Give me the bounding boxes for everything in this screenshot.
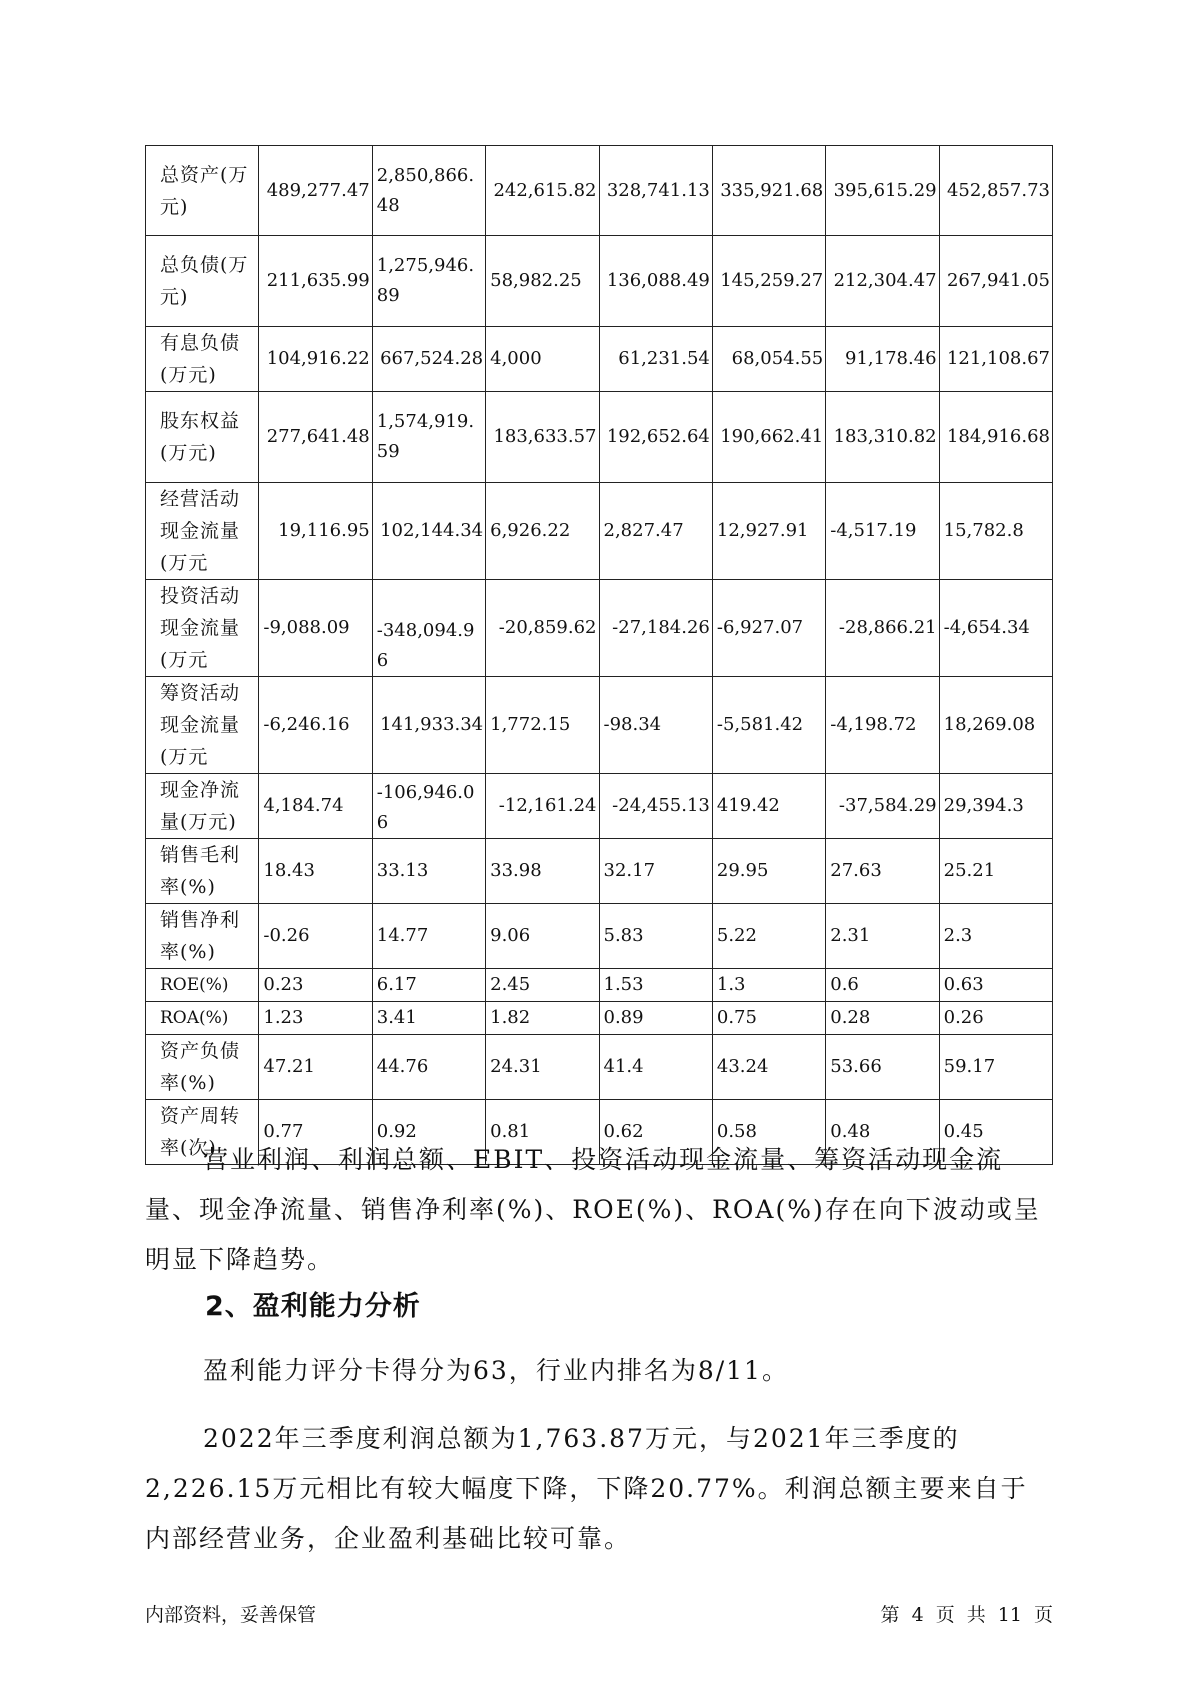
table-cell: 3.41	[372, 1002, 485, 1035]
table-cell: 0.48	[826, 1100, 939, 1165]
table-row	[146, 677, 1053, 774]
table-cell: 19,116.95	[259, 483, 372, 580]
table-cell: 6,926.22	[486, 483, 599, 580]
score-paragraph: 盈利能力评分卡得分为63，行业内排名为8/11。	[203, 1356, 789, 1385]
table-cell: 183,633.57	[486, 392, 599, 483]
table-cell: -6,246.16	[259, 677, 372, 774]
row-label: ROA(%)	[146, 1002, 259, 1035]
table-cell: 1,275,946.89	[372, 236, 485, 327]
table-cell: 211,635.99	[259, 236, 372, 327]
table-cell: 0.23	[259, 969, 372, 1002]
table-cell: 184,916.68	[939, 392, 1052, 483]
table-cell: -20,859.62	[486, 580, 599, 677]
table-cell: 1.23	[259, 1002, 372, 1035]
table-cell: 15,782.8	[939, 483, 1052, 580]
table-row	[146, 580, 1053, 677]
row-label: 销售毛利率(%)	[146, 839, 259, 904]
table-row	[146, 146, 1053, 236]
table-cell: 1.53	[599, 969, 712, 1002]
table-cell: 0.58	[712, 1100, 825, 1165]
table-cell: 1.3	[712, 969, 825, 1002]
table-cell: 190,662.41	[712, 392, 825, 483]
table-cell: 183,310.82	[826, 392, 939, 483]
table-cell: 419.42	[712, 774, 825, 839]
row-label: 股东权益(万元)	[146, 392, 259, 483]
table-cell: 242,615.82	[486, 146, 599, 236]
table-row	[146, 236, 1053, 327]
row-label: ROE(%)	[146, 969, 259, 1002]
table-cell: 2.3	[939, 904, 1052, 969]
row-label: 资产周转率(次)	[146, 1100, 259, 1165]
table-cell: 58,982.25	[486, 236, 599, 327]
table-cell: -5,581.42	[712, 677, 825, 774]
table-cell: 121,108.67	[939, 327, 1052, 392]
table-cell: 29,394.3	[939, 774, 1052, 839]
table-cell: 2,850,866.48	[372, 146, 485, 236]
table-cell: 0.26	[939, 1002, 1052, 1035]
table-cell: 68,054.55	[712, 327, 825, 392]
table-cell: 452,857.73	[939, 146, 1052, 236]
table-row	[146, 774, 1053, 839]
table-cell: -24,455.13	[599, 774, 712, 839]
table-row	[146, 1035, 1053, 1100]
table-cell: 24.31	[486, 1035, 599, 1100]
table-row	[146, 904, 1053, 969]
section-heading: 2、盈利能力分析	[205, 1291, 421, 1322]
table-cell: 33.98	[486, 839, 599, 904]
table-cell: 43.24	[712, 1035, 825, 1100]
table-cell: 0.6	[826, 969, 939, 1002]
table-cell: -9,088.09	[259, 580, 372, 677]
table-cell: 335,921.68	[712, 146, 825, 236]
table-cell: 0.45	[939, 1100, 1052, 1165]
table-cell: 277,641.48	[259, 392, 372, 483]
table-cell: -98.34	[599, 677, 712, 774]
table-cell: 32.17	[599, 839, 712, 904]
row-label: 资产负债率(%)	[146, 1035, 259, 1100]
row-label: 筹资活动现金流量(万元	[146, 677, 259, 774]
table-cell: 0.28	[826, 1002, 939, 1035]
table-cell: 53.66	[826, 1035, 939, 1100]
table-cell: 0.81	[486, 1100, 599, 1165]
table-cell: -348,094.96	[372, 580, 485, 677]
footer-confidential-note: 内部资料，妥善保管	[145, 1604, 317, 1626]
row-label: 经营活动现金流量(万元	[146, 483, 259, 580]
table-cell: -28,866.21	[826, 580, 939, 677]
table-cell: 25.21	[939, 839, 1052, 904]
table-cell: 0.89	[599, 1002, 712, 1035]
table-cell: 4,000	[486, 327, 599, 392]
table-cell: -37,584.29	[826, 774, 939, 839]
row-label: 有息负债(万元)	[146, 327, 259, 392]
table-cell: 667,524.28	[372, 327, 485, 392]
row-label: 销售净利率(%)	[146, 904, 259, 969]
table-cell: 1.82	[486, 1002, 599, 1035]
table-cell: 141,933.34	[372, 677, 485, 774]
table-cell: 102,144.34	[372, 483, 485, 580]
table-cell: 145,259.27	[712, 236, 825, 327]
table-row	[146, 483, 1053, 580]
table-cell: 212,304.47	[826, 236, 939, 327]
table-cell: 9.06	[486, 904, 599, 969]
table-cell: 29.95	[712, 839, 825, 904]
table-cell: 61,231.54	[599, 327, 712, 392]
table-cell: 12,927.91	[712, 483, 825, 580]
table-row	[146, 392, 1053, 483]
financial-data-table	[145, 145, 1053, 1165]
row-label: 总资产(万元)	[146, 146, 259, 236]
table-cell: 1,772.15	[486, 677, 599, 774]
table-cell: 18,269.08	[939, 677, 1052, 774]
table-cell: -27,184.26	[599, 580, 712, 677]
table-cell: 1,574,919.59	[372, 392, 485, 483]
table-cell: 2,827.47	[599, 483, 712, 580]
table-cell: 0.92	[372, 1100, 485, 1165]
table-cell: -4,198.72	[826, 677, 939, 774]
table-cell: 2.45	[486, 969, 599, 1002]
table-cell: 6.17	[372, 969, 485, 1002]
row-label: 现金净流量(万元)	[146, 774, 259, 839]
table-row	[146, 839, 1053, 904]
table-cell: 0.77	[259, 1100, 372, 1165]
table-cell: -106,946.06	[372, 774, 485, 839]
table-cell: 328,741.13	[599, 146, 712, 236]
profit-paragraph: 2022年三季度利润总额为1,763.87万元，与2021年三季度的2,226.15万元相比有较大幅度下降，下降20.77%。利润总额主要来自于内部经营业务，企业盈利基础比较可靠。	[145, 1424, 1028, 1553]
table-cell: 104,916.22	[259, 327, 372, 392]
table-cell: 44.76	[372, 1035, 485, 1100]
table-cell: 14.77	[372, 904, 485, 969]
footer-page-number: 第 4 页 共 11 页	[880, 1604, 1053, 1626]
table-cell: 5.83	[599, 904, 712, 969]
table-cell: 267,941.05	[939, 236, 1052, 327]
table-cell: 5.22	[712, 904, 825, 969]
table-cell: 18.43	[259, 839, 372, 904]
table-cell: 91,178.46	[826, 327, 939, 392]
table-cell: -6,927.07	[712, 580, 825, 677]
table-cell: 33.13	[372, 839, 485, 904]
table-cell: -12,161.24	[486, 774, 599, 839]
table-row	[146, 327, 1053, 392]
table-cell: 59.17	[939, 1035, 1052, 1100]
table-row	[146, 969, 1053, 1002]
table-cell: 489,277.47	[259, 146, 372, 236]
table-cell: 192,652.64	[599, 392, 712, 483]
row-label: 总负债(万元)	[146, 236, 259, 327]
table-row	[146, 1002, 1053, 1035]
table-cell: 136,088.49	[599, 236, 712, 327]
table-cell: -4,654.34	[939, 580, 1052, 677]
table-cell: 0.62	[599, 1100, 712, 1165]
table-cell: 47.21	[259, 1035, 372, 1100]
table-cell: 0.75	[712, 1002, 825, 1035]
table-cell: 41.4	[599, 1035, 712, 1100]
row-label: 投资活动现金流量(万元	[146, 580, 259, 677]
table-cell: 2.31	[826, 904, 939, 969]
table-cell: 27.63	[826, 839, 939, 904]
table-cell: -4,517.19	[826, 483, 939, 580]
table-cell: -0.26	[259, 904, 372, 969]
table-cell: 395,615.29	[826, 146, 939, 236]
trend-paragraph: 营业利润、利润总额、EBIT、投资活动现金流量、筹资活动现金流量、现金净流量、销售净利率(%)、ROE(%)、ROA(%)存在向下波动或呈明显下降趋势。	[145, 1145, 1041, 1274]
table-cell: 4,184.74	[259, 774, 372, 839]
table-cell: 0.63	[939, 969, 1052, 1002]
